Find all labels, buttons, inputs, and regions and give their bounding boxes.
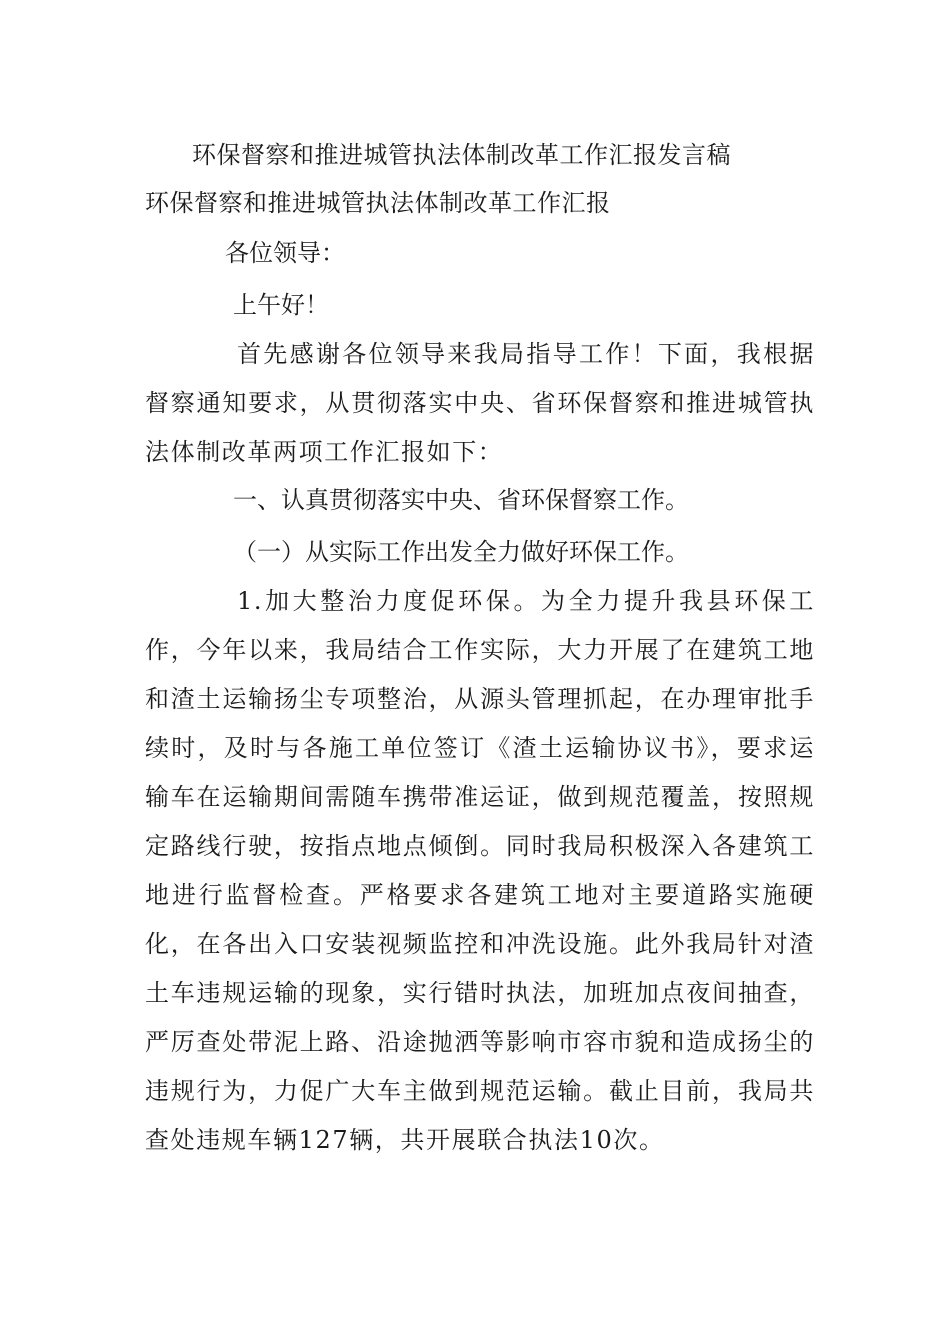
document-subtitle: 环保督察和推进城管执法体制改革工作汇报 [145,189,611,217]
salutation: 各位领导： [225,239,345,267]
section-heading: 一、认真贯彻落实中央、省环保督察工作。 [233,486,689,514]
document-title: 环保督察和推进城管执法体制改革工作汇报发言稿 [192,141,731,169]
intro-paragraph: 首先感谢各位领导来我局指导工作！下面，我根据督察通知要求，从贯彻落实中央、省环保督察和推进城管执法体制改革两项工作汇报如下： [145,340,815,466]
subsection-heading: （一）从实际工作出发全力做好环保工作。 [233,538,689,566]
item-paragraph: 1.加大整治力度促环保。为全力提升我县环保工作，今年以来，我局结合工作实际，大力开展了在建筑工地和渣土运输扬尘专项整治，从源头管理抓起，在办理审批手续时，及时与各施工单位签订《渣土运输协议书》，要求运输车在运输期间需随车携带准运证，做到规范覆盖，按照规定路线行驶，按指点地点倾倒。同时我局积极深入各建筑工地进行监督检查。严格要求各建筑工地对主要道路实施硬化，在各出入口安装视频监控和冲洗设施。此外我局针对渣土车违规运输的现象，实行错时执法，加班加点夜间抽查，严厉查处带泥上路、沿途抛洒等影响市容市貌和造成扬尘的违规行为，力促广大车主做到规范运输。截止目前，我局共查处违规车辆127辆，共开展联合执法10次。 [145,587,815,1154]
greeting: 上午好！ [233,291,329,319]
